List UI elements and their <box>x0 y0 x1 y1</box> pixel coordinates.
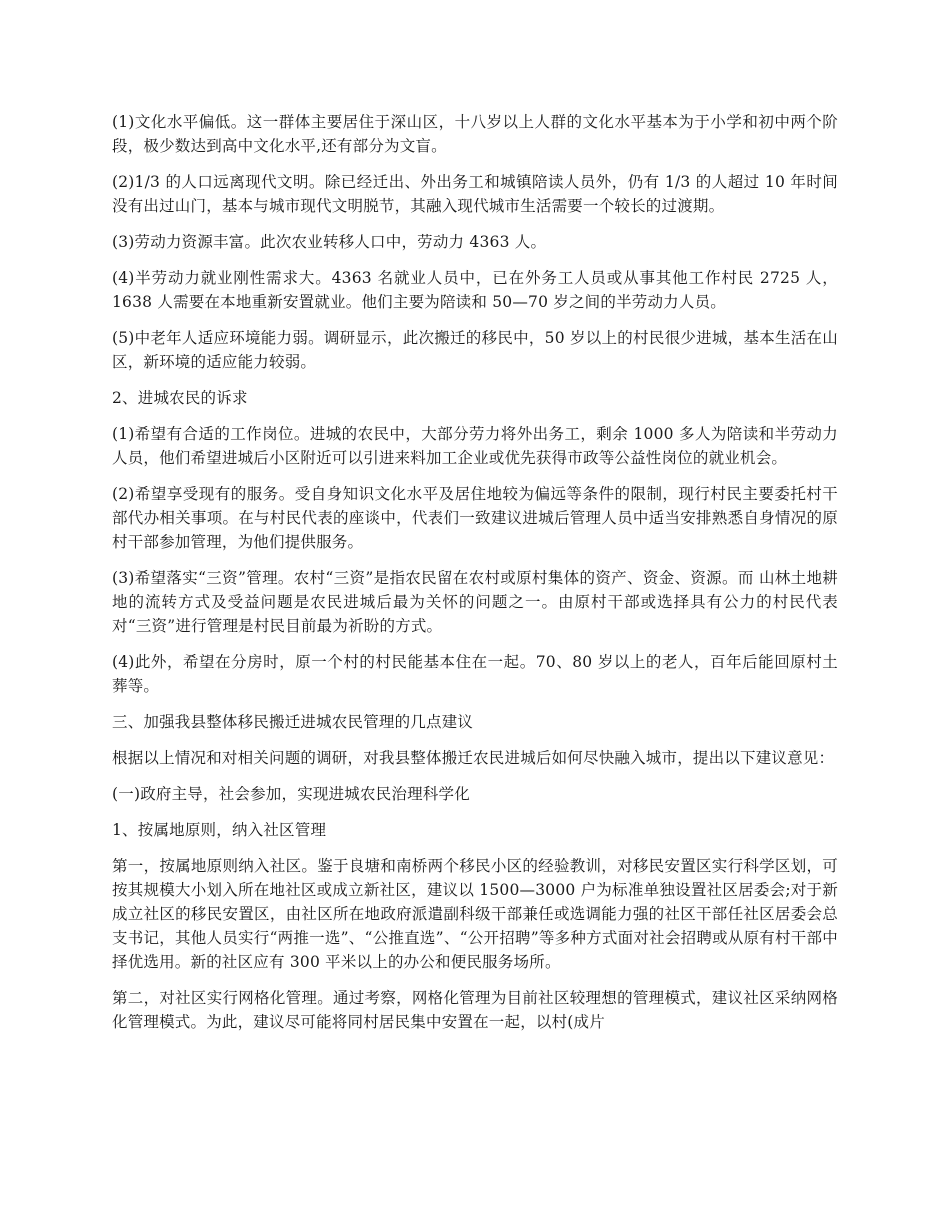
paragraph-elderly-adaptation: (5)中老年人适应环境能力弱。调研显示，此次搬迁的移民中，50 岁以上的村民很少进城，基本生活在山区，新环境的适应能力较弱。 <box>112 329 838 371</box>
paragraph-grid-management: 第二，对社区实行网格化管理。通过考察，网格化管理为目前社区较理想的管理模式，建议社区采纳网格化管理模式。为此，建议尽可能将同村居民集中安置在一起，以村(成片 <box>112 989 838 1031</box>
paragraph-community-inclusion: 第一，按属地原则纳入社区。鉴于良塘和南桥两个移民小区的经验教训，对移民安置区实行科学区划，可按其规模大小划入所在地社区或成立新社区，建议以 1500—3000 户为标准单独设置社区居委会;对于新成立社区的移民安置区，由社区所在地政府派遣副科级干部兼任或选调能力强的社区干部任社区居委会总支书记，其他人员实行“两推一选”、“公推直选”、“公开招聘”等多种方式面对社会招聘或从原有村干部中择优选用。新的社区应有 300 平米以上的办公和便民服务场所。 <box>112 857 838 971</box>
subheading-community-management: 1、按属地原则，纳入社区管理 <box>112 821 327 839</box>
document-body <box>112 110 838 1046</box>
paragraph-job-positions: (1)希望有合适的工作岗位。进城的农民中，大部分劳力将外出务工，剩余 1000 多人为陪读和半劳动力人员，他们希望进城后小区附近可以引进来料加工企业或优先获得市政等公益性岗位的就业机会。 <box>112 425 838 467</box>
paragraph-semi-labor-demand: (4)半劳动力就业刚性需求大。4363 名就业人员中，已在外务工人员或从事其他工作村民 2725 人，1638 人需要在本地重新安置就业。他们主要为陪读和 50—70 岁之间的半劳动力人员。 <box>112 269 838 311</box>
paragraph-education-level: (1)文化水平偏低。这一群体主要居住于深山区，十八岁以上人群的文化水平基本为于小学和初中两个阶段，极少数达到高中文化水平,还有部分为文盲。 <box>112 113 838 155</box>
section-heading-suggestions: 三、加强我县整体移民搬迁进城农民管理的几点建议 <box>112 713 474 731</box>
paragraph-suggestions-intro: 根据以上情况和对相关问题的调研，对我县整体搬迁农民进城后如何尽快融入城市，提出以下建议意见： <box>112 749 835 767</box>
paragraph-population-isolation: (2)1/3 的人口远离现代文明。除已经迁出、外出务工和城镇陪读人员外，仍有 1/3 的人超过 10 年时间没有出过山门，基本与城市现代文明脱节，其融入现代城市生活需要一个较长的过渡期。 <box>112 173 838 215</box>
paragraph-housing-wishes: (4)此外，希望在分房时，原一个村的村民能基本住在一起。70、80 岁以上的老人，百年后能回原村土葬等。 <box>112 653 838 695</box>
paragraph-labor-resources: (3)劳动力资源丰富。此次农业转移人口中，劳动力 4363 人。 <box>112 233 547 251</box>
paragraph-existing-services: (2)希望享受现有的服务。受自身知识文化水平及居住地较为偏远等条件的限制，现行村民主要委托村干部代办相关事项。在与村民代表的座谈中，代表们一致建议进城后管理人员中适当安排熟悉自身情况的原村干部参加管理，为他们提供服务。 <box>112 485 838 551</box>
subheading-government-led: (一)政府主导，社会参加，实现进城农民治理科学化 <box>112 785 470 803</box>
paragraph-three-assets: (3)希望落实“三资”管理。农村“三资”是指农民留在农村或原村集体的资产、资金、资源。而 山林土地耕地的流转方式及受益问题是农民进城后最为关怀的问题之一。由原村干部或选择具有公力的村民代表对“三资”进行管理是村民目前最为祈盼的方式。 <box>112 569 838 635</box>
section-heading-demands: 2、进城农民的诉求 <box>112 389 248 407</box>
